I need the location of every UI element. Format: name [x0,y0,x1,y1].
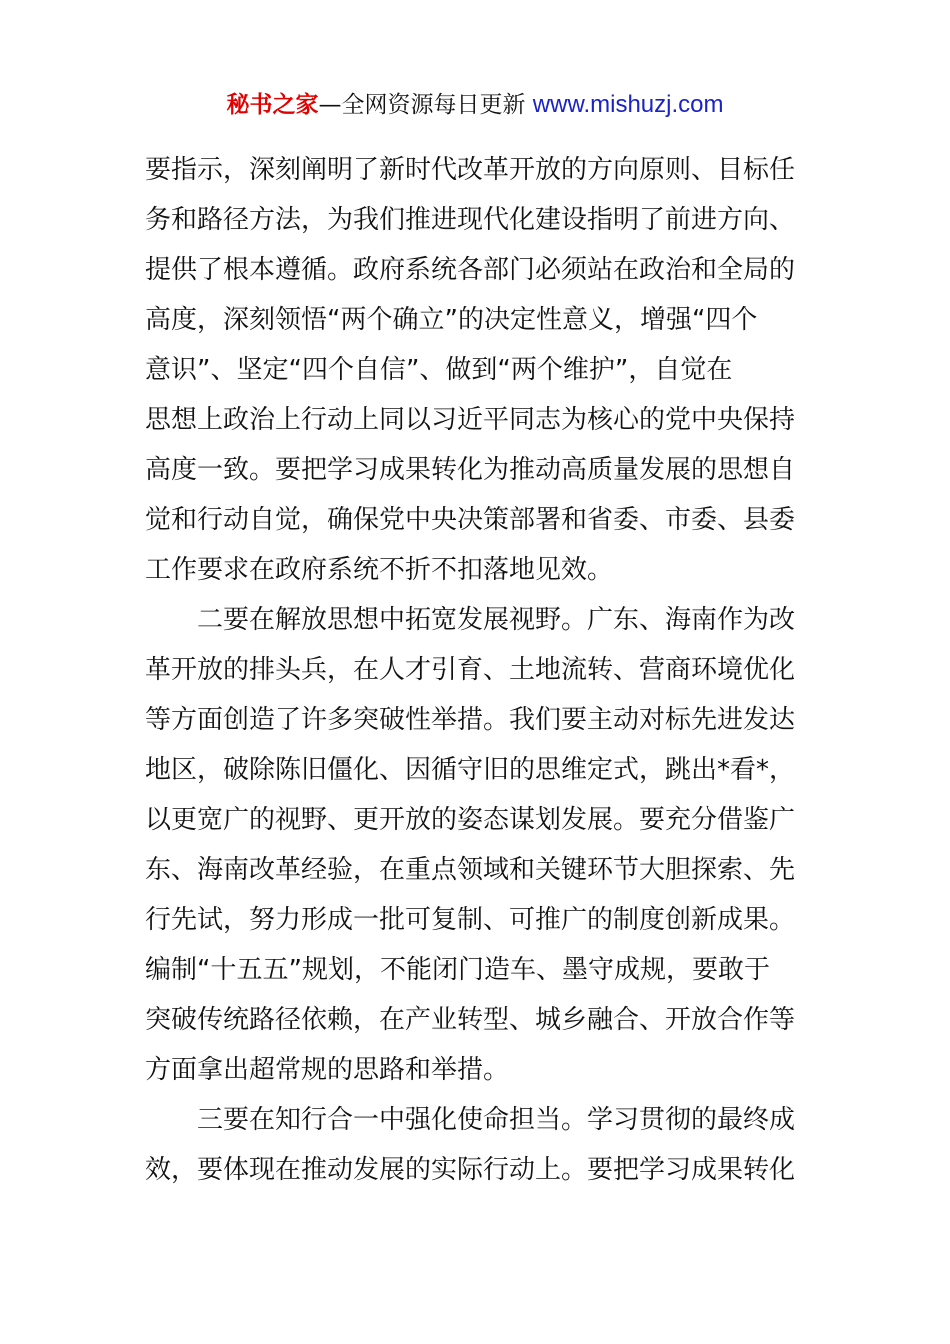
text-line: 务和路径方法，为我们推进现代化建设指明了前进方向、 [145,205,796,235]
text-line: 提供了根本遵循。政府系统各部门必须站在政治和全局的 [145,255,796,285]
text-line: 效，要体现在推动发展的实际行动上。要把学习成果转化 [145,1155,796,1185]
text-line: 高度，深刻领悟“两个确立”的决定性意义，增强“四个 [145,305,758,335]
page-header [0,88,950,122]
text-line: 方面拿出超常规的思路和举措。 [145,1055,510,1085]
text-line: 行先试，努力形成一批可复制、可推广的制度创新成果。 [145,905,796,935]
header-slogan: —全网资源每日更新 [318,92,526,118]
text-line: 觉和行动自觉，确保党中央决策部署和省委、市委、县委 [145,505,796,535]
text-line: 工作要求在政府系统不折不扣落地见效。 [145,555,614,585]
text-line: 等方面创造了许多突破性举措。我们要主动对标先进发达 [145,705,796,735]
brand-name: 秘书之家 [226,92,319,118]
text-line: 地区，破除陈旧僵化、因循守旧的思维定式，跳出*看*， [145,755,796,785]
paragraph-start-line: 三要在知行合一中强化使命担当。学习贯彻的最终成 [197,1105,796,1135]
text-line: 高度一致。要把学习成果转化为推动高质量发展的思想自 [145,455,796,485]
text-line: 东、海南改革经验，在重点领域和关键环节大胆探索、先 [145,855,796,885]
text-line: 革开放的排头兵，在人才引育、土地流转、营商环境优化 [145,655,796,685]
text-line: 以更宽广的视野、更开放的姿态谋划发展。要充分借鉴广 [145,805,796,835]
paragraph-start-line: 二要在解放思想中拓宽发展视野。广东、海南作为改 [197,605,796,635]
text-line: 思想上政治上行动上同以习近平同志为核心的党中央保持 [145,405,796,435]
text-line: 要指示，深刻阐明了新时代改革开放的方向原则、目标任 [145,155,796,185]
document-body [145,145,825,1195]
text-line: 意识”、坚定“四个自信”、做到“两个维护”，自觉在 [145,355,733,385]
text-line: 编制“十五五”规划，不能闭门造车、墨守成规，要敢于 [145,955,770,985]
site-url-link[interactable]: www.mishuzj.com [532,91,724,118]
text-line: 突破传统路径依赖，在产业转型、城乡融合、开放合作等 [145,1005,796,1035]
